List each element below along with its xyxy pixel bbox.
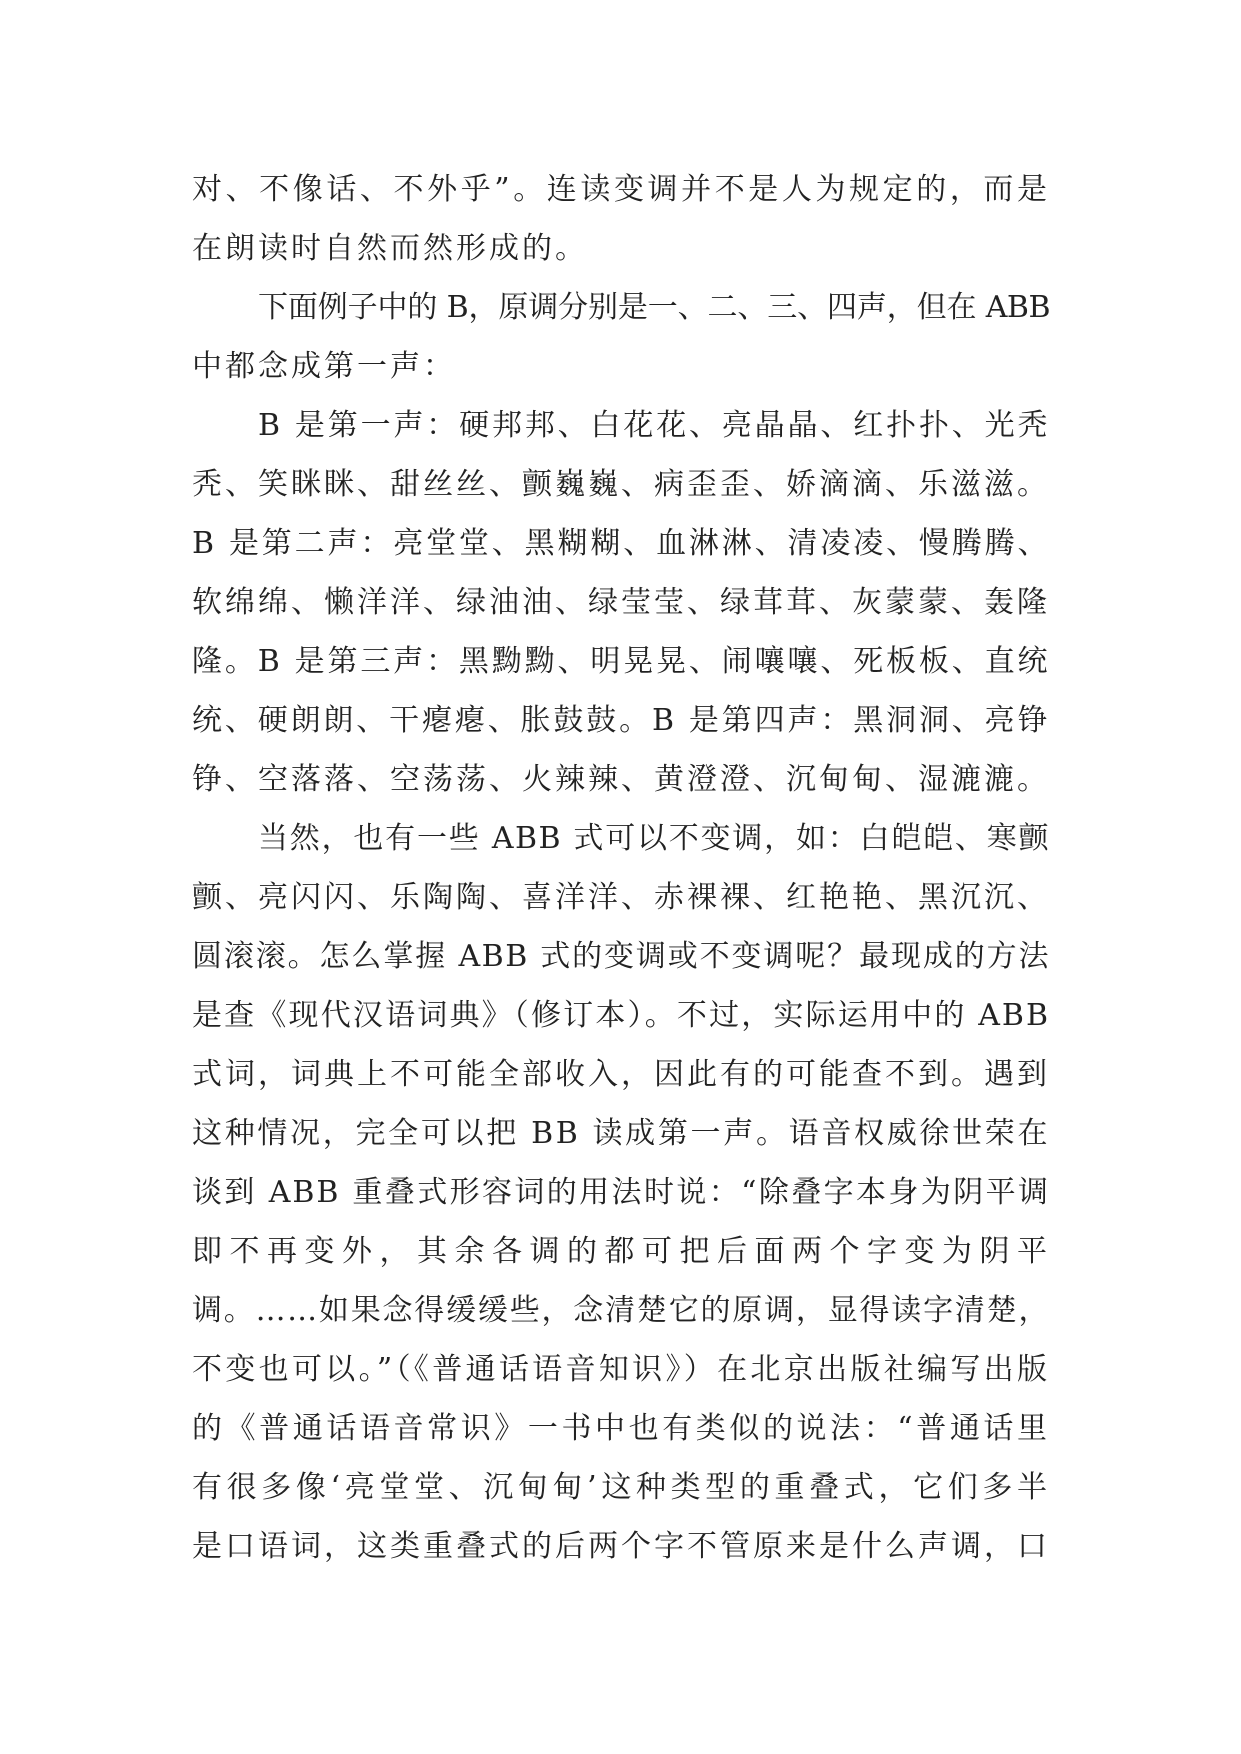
text-line: 式词，词典上不可能全部收入，因此有的可能查不到。遇到 — [192, 1057, 1050, 1092]
text-line: 铮、空落落、空荡荡、火辣辣、黄澄澄、沉甸甸、湿漉漉。 — [192, 762, 1050, 797]
text-line: 在朗读时自然而然形成的。 — [192, 231, 588, 266]
text-line: 下面例子中的 B，原调分别是一、二、三、四声，但在 ABB — [258, 290, 1050, 325]
text-line: 中都念成第一声： — [192, 349, 456, 384]
text-line: 软绵绵、懒洋洋、绿油油、绿莹莹、绿茸茸、灰蒙蒙、轰隆 — [192, 585, 1050, 620]
text-line: 秃、笑眯眯、甜丝丝、颤巍巍、病歪歪、娇滴滴、乐滋滋。 — [192, 467, 1050, 502]
text-line: B 是第二声：亮堂堂、黑糊糊、血淋淋、清凌凌、慢腾腾、 — [192, 526, 1050, 561]
body-text — [192, 160, 1050, 1576]
text-line: 统、硬朗朗、干瘪瘪、胀鼓鼓。B 是第四声：黑洞洞、亮铮 — [192, 703, 1050, 738]
text-line: 不变也可以。”（《普通话语音知识》）在北京出版社编写出版 — [192, 1352, 1050, 1387]
text-line: 圆滚滚。怎么掌握 ABB 式的变调或不变调呢？最现成的方法 — [192, 939, 1050, 974]
text-line: 即不再变外，其余各调的都可把后面两个字变为阴平 — [192, 1234, 1050, 1269]
text-line: 是口语词，这类重叠式的后两个字不管原来是什么声调，口 — [192, 1529, 1050, 1564]
text-line: 的《普通话语音常识》一书中也有类似的说法：“普通话里 — [192, 1411, 1050, 1446]
text-line: 调。……如果念得缓缓些，念清楚它的原调，显得读字清楚， — [192, 1293, 1050, 1328]
text-line: 颤、亮闪闪、乐陶陶、喜洋洋、赤裸裸、红艳艳、黑沉沉、 — [192, 880, 1050, 915]
text-line: 当然，也有一些 ABB 式可以不变调，如：白皑皑、寒颤 — [258, 821, 1050, 856]
text-line: B 是第一声：硬邦邦、白花花、亮晶晶、红扑扑、光秃 — [258, 408, 1050, 443]
text-line: 有很多像‘亮堂堂、沉甸甸’这种类型的重叠式，它们多半 — [192, 1470, 1050, 1505]
text-line: 对、不像话、不外乎”。连读变调并不是人为规定的，而是 — [192, 172, 1050, 207]
text-line: 是查《现代汉语词典》（修订本）。不过，实际运用中的 ABB — [192, 998, 1050, 1033]
text-line: 隆。B 是第三声：黑黝黝、明晃晃、闹嚷嚷、死板板、直统 — [192, 644, 1050, 679]
text-line: 谈到 ABB 重叠式形容词的用法时说：“除叠字本身为阴平调 — [192, 1175, 1050, 1210]
text-line: 这种情况，完全可以把 BB 读成第一声。语音权威徐世荣在 — [192, 1116, 1050, 1151]
